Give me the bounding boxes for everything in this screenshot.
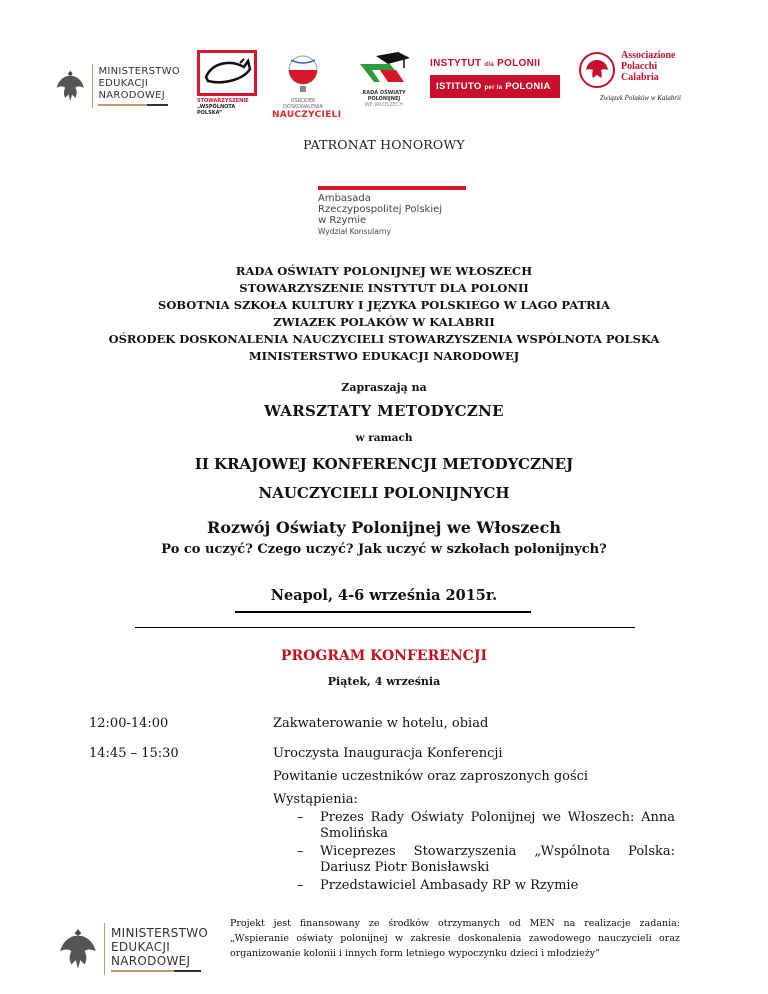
schedule-desc: Powitanie uczestników oraz zaproszonych gości — [273, 769, 589, 784]
conference-subtitle: NAUCZYCIELI POLONIJNYCH — [258, 484, 510, 502]
place-and-date: Neapol, 4-6 września 2015r. — [270, 587, 498, 604]
program-title: PROGRAM KONFERENCJI — [281, 648, 487, 664]
hand-drawn-bird-icon — [200, 53, 254, 93]
odn-logo — [272, 52, 342, 120]
list-item: – Wiceprezes Stowarzyszenia „Wspólnota Polska: Dariusz Piotr Bonisławski — [297, 844, 675, 875]
organizer-item: RADA OŚWIATY POLONIJNEJ WE WŁOSZECH — [235, 264, 533, 278]
program-day: Piątek, 4 września — [327, 675, 441, 688]
embassy-logo-text: Ambasada Rzeczypospolitej Polskiej w Rzymie Wydział Konsularny — [318, 193, 443, 236]
list-item: – Prezes Rady Oświaty Polonijnej we Włoszech: Anna Smolińska — [297, 810, 675, 841]
apc-line-3: Calabria — [621, 72, 659, 83]
bullet-dash: – — [297, 810, 304, 825]
organizer-item: STOWARZYSZENIE INSTYTUT DLA POLONII — [239, 281, 529, 295]
schedule-desc: Wystąpienia: — [273, 792, 358, 807]
invite-intro: Zapraszają na — [341, 381, 427, 394]
divider-long — [135, 627, 635, 628]
men-logo — [55, 58, 180, 114]
eagle-emblem-icon — [58, 924, 98, 974]
organizer-item: MINISTERSTWO EDUKACJI NARODOWEJ — [248, 349, 520, 363]
instytut-title: INSTYTUT dla POLONII — [430, 58, 541, 69]
conference-questions: Po co uczyć? Czego uczyć? Jak uczyć w szkołach polonijnych? — [161, 542, 607, 557]
within-label: w ramach — [355, 432, 413, 444]
men-logo-divider — [92, 64, 93, 108]
schedule-desc: Zakwaterowanie w hotelu, obiad — [273, 716, 489, 731]
rada-caption: RADA OŚWIATY POLONIJNEJ WE WŁOSZECH — [362, 90, 406, 108]
footer-men-text: MINISTERSTWO EDUKACJI NARODOWEJ — [111, 926, 209, 968]
apc-caption: Związek Polaków w Kalabrii — [599, 94, 681, 102]
wspolnota-caption: STOWARZYSZENIE „WSPÓLNOTA POLSKA” — [197, 98, 249, 116]
men-logo-text: MINISTERSTWO EDUKACJI NARODOWEJ — [98, 66, 180, 101]
funding-note: Projekt jest finansowany ze środków otrzymanych od MEN na realizacje zadania: „Wspieranie oświaty polonijnej w zakresie doskonalenia zawodowego nauczycieli oraz organizowanie kolonii i innych form letniego wypoczynku dzieci i młodzieży” — [230, 918, 680, 959]
eagle-emblem-icon — [55, 64, 86, 108]
schedule-time: 12:00-14:00 — [89, 716, 169, 731]
organizer-item: ZWIAZEK POLAKÓW W KALABRII — [273, 315, 495, 329]
odn-caption: OŚRODEK DOSKONALENIA — [283, 98, 323, 110]
list-item: – Przedstawiciel Ambasady RP w Rzymie — [297, 878, 579, 893]
odn-word: NAUCZYCIELI — [272, 110, 342, 120]
polish-flag-bars — [318, 181, 466, 190]
graduation-cap-flag-icon — [354, 50, 414, 86]
rada-oswiaty-logo — [350, 50, 418, 116]
footer-men-logo — [58, 918, 218, 980]
bullet-dash: – — [297, 844, 304, 859]
associazione-polacchi-calabria-logo — [577, 50, 681, 116]
patronat-label: PATRONAT HONOROWY — [303, 137, 465, 152]
schedule-desc: Uroczysta Inauguracja Konferencji — [273, 746, 503, 761]
apc-line-1: Associazione — [621, 50, 676, 61]
pen-underline-icon — [98, 104, 168, 106]
schedule-time: 14:45 – 15:30 — [89, 746, 179, 761]
divider-short — [235, 611, 531, 613]
men-logo-divider — [104, 923, 105, 975]
organizers-list — [0, 263, 768, 365]
eagle-crest-icon — [577, 50, 617, 90]
wspolnota-frame — [197, 50, 257, 96]
organizer-item: SOBOTNIA SZKOŁA KULTURY I JĘZYKA POLSKIEGO W LAGO PATRIA — [158, 298, 610, 312]
conference-theme: Rozwój Oświaty Polonijnej we Włoszech — [207, 518, 561, 537]
pen-underline-icon — [111, 970, 201, 972]
wspolnota-polska-logo — [197, 50, 259, 114]
organizer-item: OŚRODEK DOSKONALENIA NAUCZYCIELI STOWARZYSZENIA WSPÓLNOTA POLSKA — [108, 332, 660, 346]
speakers-list — [297, 810, 675, 896]
istituto-bar: ISTITUTO per la POLONIA — [430, 75, 560, 98]
bullet-dash: – — [297, 878, 304, 893]
apc-line-2: Polacchi — [621, 61, 658, 72]
workshop-title: WARSZTATY METODYCZNE — [264, 402, 504, 420]
conference-title: II KRAJOWEJ KONFERENCJI METODYCZNEJ — [194, 455, 574, 473]
globe-icon — [283, 52, 323, 94]
instytut-dla-polonii-logo — [430, 58, 560, 108]
